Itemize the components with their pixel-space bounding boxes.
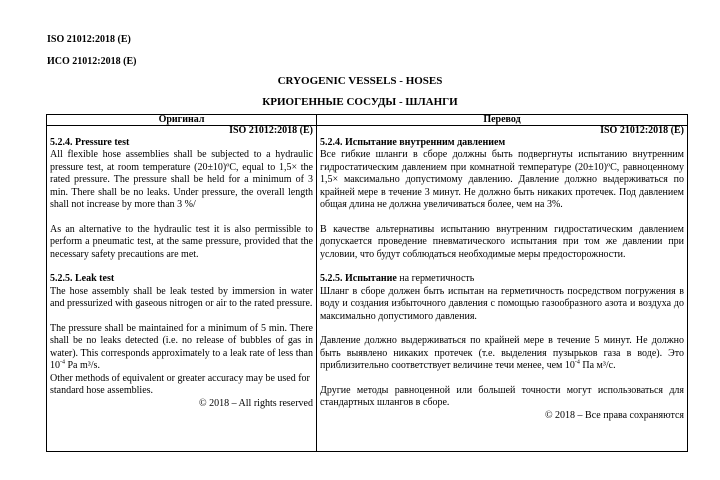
std-ref-translation: ISO 21012:2018 (E)	[600, 125, 684, 136]
paragraph: В качестве альтернативы испытанию внутренним гидростатическим давлением допускается проведение пневматического испытания при том же давлении при условии, что будут соблюдаться необходимые меры предосторожности.	[320, 223, 684, 260]
paragraph: All flexible hose assemblies shall be subjected to a hydraulic pressure test, at room temperature (20±10)ºC, equal to 1,5× the rated pressure. The pressure shall be held for a minimum of 3 min. There shall be no leaks. Under pressure, the overall length shall not increase by more than 3 %/	[50, 149, 313, 210]
section-heading-pressure-test-ru: 5.2.4. Испытание внутренним давлением	[320, 136, 506, 148]
iso-code-ru: ИСО 21012:2018 (E)	[47, 56, 137, 67]
paragraph: Other methods of equivalent or greater accuracy may be used for standard hose assemblies.	[50, 372, 310, 396]
table-row	[47, 126, 688, 452]
doc-title-en: CRYOGENIC VESSELS - HOSES	[277, 75, 443, 87]
translation-cell	[317, 126, 688, 452]
paragraph: Давление должно выдерживаться по крайней мере в течение 5 минут. Не должно быть выявлено никаких протечек (т.е. выделения пузырьков газа в воде). Это приблизительно соответствует величине течи менее, чем $10^{-4}$ Па м³/с.	[320, 335, 684, 371]
std-ref-original: ISO 21012:2018 (E)	[229, 125, 313, 136]
copyright-translation: © 2018 – Все права сохраняются	[544, 409, 684, 421]
paragraph: Все гибкие шланги в сборе должны быть подвергнуты испытанию внутренним гидростатическим давлением при комнатной температуре (20±10)ºC, равноценному 1,5× максимально допустимому давлению. Давление должно выдерживаться по крайней мере в течение 3 минут. Не должно быть никаких протечек. Под давлением общая длина не должна увеличиваться более, чем на 3%.	[320, 149, 684, 210]
doc-title-ru: КРИОГЕННЫЕ СОСУДЫ - ШЛАНГИ	[262, 96, 458, 108]
original-cell	[47, 126, 317, 452]
iso-code: ISO 21012:2018 (E)	[47, 34, 131, 45]
column-header-translation: Перевод	[317, 115, 688, 126]
copyright-original: © 2018 – All rights reserved	[199, 397, 313, 409]
section-heading-leak-test: 5.2.5. Leak test	[50, 273, 115, 284]
paragraph: Шланг в сборе должен быть испытан на герметичность посредством погружения в воду и создания избыточного давления с помощью газообразного азота и воздуха до максимально допустимого давления.	[320, 285, 684, 322]
paragraph: As an alternative to the hydraulic test it is also permissible to perform a pneumatic test, at the same pressure, provided that the necessary safety precautions are met.	[50, 223, 313, 260]
paragraph: The hose assembly shall be leak tested by immersion in water and pressurized with gaseous nitrogen or air to the rated pressure.	[50, 285, 313, 309]
comparison-table	[46, 114, 688, 452]
paragraph: Другие методы равноценной или большей точности могут использоваться для стандартных шлангов в сборе.	[320, 384, 684, 408]
column-header-original: Оригинал	[47, 115, 317, 126]
table-header-row	[47, 115, 688, 126]
section-heading-leak-test-ru: 5.2.5. Испытание на герметичность	[320, 273, 475, 284]
section-heading-pressure-test: 5.2.4. Pressure test	[50, 136, 130, 148]
paragraph: The pressure shall be maintained for a minimum of 5 min. There shall be no leaks detected (i.e. no release of bubbles of gas in water). This corresponds approximately to a leak rate of less than $10^{-4}$ Pa m³/s.	[50, 322, 313, 371]
